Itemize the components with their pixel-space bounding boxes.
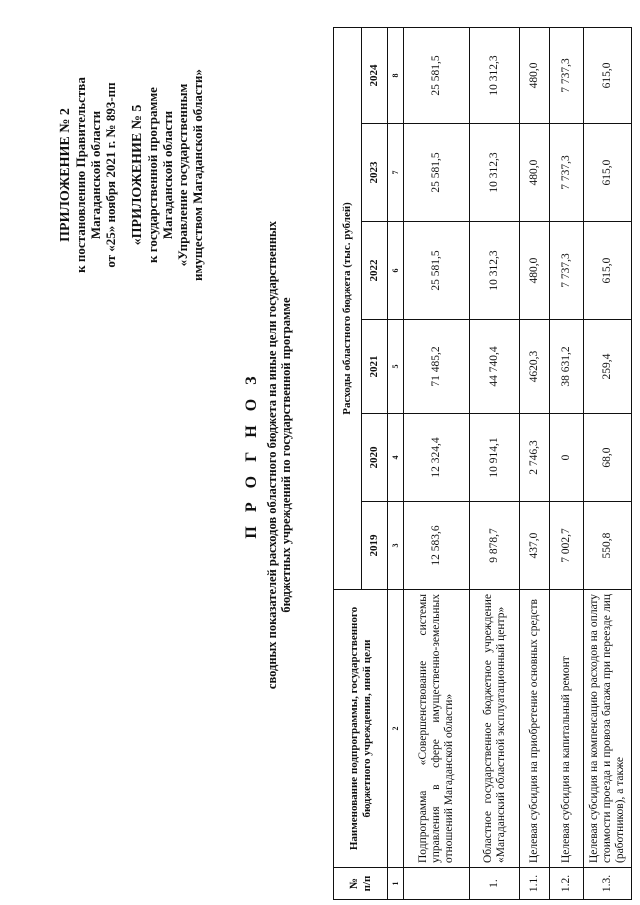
column-index: 5 xyxy=(388,320,404,414)
row-value: 615,0 xyxy=(584,222,632,320)
row-value: 10 312,3 xyxy=(470,222,520,320)
column-index: 1 xyxy=(388,868,404,900)
appendix-line: к государственной программе xyxy=(145,87,160,263)
appendix-line: к постановлению Правительства xyxy=(73,77,88,273)
row-value: 7 002,7 xyxy=(550,502,584,590)
column-index: 4 xyxy=(388,414,404,502)
table-row xyxy=(584,27,632,899)
expenses-table xyxy=(333,27,632,900)
column-index: 6 xyxy=(388,222,404,320)
row-value: 38 631,2 xyxy=(550,320,584,414)
row-value: 0 xyxy=(550,414,584,502)
row-value: 259,4 xyxy=(584,320,632,414)
row-name: Целевая субсидия на капитальный ремонт xyxy=(550,590,584,868)
appendix-line: Магаданской области xyxy=(88,110,103,240)
column-index: 2 xyxy=(388,590,404,868)
row-number xyxy=(404,868,470,900)
header-year: 2019 xyxy=(362,502,388,590)
header-year: 2023 xyxy=(362,124,388,222)
header-expenses: Расходы областного бюджета (тыс. рублей) xyxy=(334,27,362,589)
header-number: № п/п xyxy=(334,868,388,900)
row-value: 44 740,4 xyxy=(470,320,520,414)
header-year: 2022 xyxy=(362,222,388,320)
row-value: 7 737,3 xyxy=(550,124,584,222)
row-value: 615,0 xyxy=(584,27,632,123)
row-name: Целевая субсидия на компенсацию расходов на оплату стоимости проезда и провоза багажа при переезде лиц (работников), а также xyxy=(584,590,632,868)
row-value: 12 324,4 xyxy=(404,414,470,502)
row-value: 550,8 xyxy=(584,502,632,590)
table-row xyxy=(404,27,470,899)
forecast-heading xyxy=(245,175,293,735)
row-value: 437,0 xyxy=(520,502,550,590)
row-name: Подпрограмма «Совершенствование системы управления в сфере имущественно-земельных отношений Магаданской области» xyxy=(404,590,470,868)
row-value: 615,0 xyxy=(584,124,632,222)
row-value: 480,0 xyxy=(520,124,550,222)
row-value: 7 737,3 xyxy=(550,222,584,320)
row-name: Областное государственное бюджетное учреждение «Магаданский областной эксплуатационный центр» xyxy=(470,590,520,868)
row-value: 25 581,5 xyxy=(404,124,470,222)
row-value: 7 737,3 xyxy=(550,27,584,123)
forecast-subtitle: сводных показателей расходов областного бюджета на иные цели государственных xyxy=(265,220,279,690)
row-value: 480,0 xyxy=(520,27,550,123)
row-value: 71 485,2 xyxy=(404,320,470,414)
column-index-row xyxy=(388,27,404,899)
forecast-title: П Р О Г Н О З xyxy=(243,371,260,539)
row-value: 10 312,3 xyxy=(470,124,520,222)
row-value: 2 746,3 xyxy=(520,414,550,502)
row-value: 10 312,3 xyxy=(470,27,520,123)
appendix-line: от «25» ноября 2021 г. № 893-пп xyxy=(103,82,118,268)
table-row xyxy=(470,27,520,899)
row-number: 1.2. xyxy=(550,868,584,900)
header-year: 2024 xyxy=(362,27,388,123)
row-number: 1.3. xyxy=(584,868,632,900)
row-number: 1.1. xyxy=(520,868,550,900)
column-index: 3 xyxy=(388,502,404,590)
column-index: 7 xyxy=(388,124,404,222)
appendix-line: Магаданской области xyxy=(160,110,175,240)
appendix-title: ПРИЛОЖЕНИЕ № 2 xyxy=(58,108,73,242)
appendix-header xyxy=(58,45,205,305)
appendix-line: «Управление государственным xyxy=(175,83,190,267)
row-value: 9 878,7 xyxy=(470,502,520,590)
column-index: 8 xyxy=(388,27,404,123)
row-value: 4620,3 xyxy=(520,320,550,414)
row-value: 480,0 xyxy=(520,222,550,320)
header-year: 2020 xyxy=(362,414,388,502)
row-number: 1. xyxy=(470,868,520,900)
row-name: Целевая субсидия на приобретение основных средств xyxy=(520,590,550,868)
row-value: 12 583,6 xyxy=(404,502,470,590)
header-name: Наименование подпрограммы, государственного бюджетного учреждения, иной цели xyxy=(334,590,388,868)
appendix-title-2: «ПРИЛОЖЕНИЕ № 5 xyxy=(130,104,145,246)
row-value: 25 581,5 xyxy=(404,27,470,123)
forecast-subtitle: бюджетных учреждений по государственной программе xyxy=(279,297,293,613)
header-year: 2021 xyxy=(362,320,388,414)
table-row xyxy=(550,27,584,899)
row-value: 68,0 xyxy=(584,414,632,502)
row-value: 10 914,1 xyxy=(470,414,520,502)
row-value: 25 581,5 xyxy=(404,222,470,320)
table-row xyxy=(520,27,550,899)
appendix-line: имуществом Магаданской области» xyxy=(190,69,205,281)
